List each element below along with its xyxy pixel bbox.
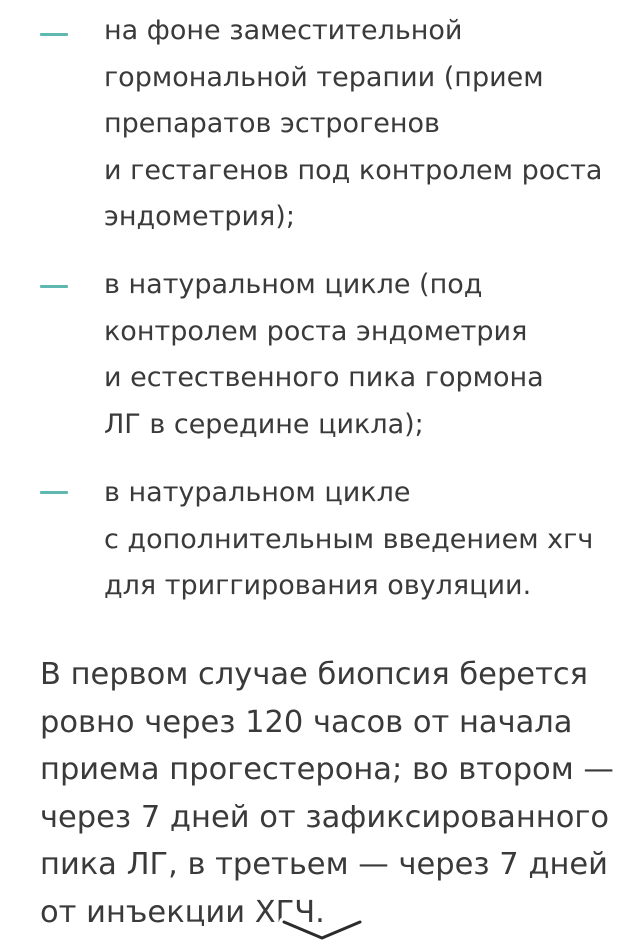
dash-bullet-icon (40, 33, 68, 36)
list-item-text: в натуральном цикле (под контролем роста эндометрия и естественного пика гормона ЛГ в середине цикла); (104, 269, 544, 440)
dash-bullet-icon (40, 285, 68, 288)
body-paragraph: В первом случае биопсия берется ровно через 120 часов от начала приема прогестерона; во втором — через 7 дней от зафиксированного пика ЛГ, в третьем — через 7 дней от инъекции ХГЧ. (40, 657, 614, 930)
dash-bullet-icon (40, 491, 68, 494)
list-item-text: в натуральном цикле с дополнительным введением хгч для триггирования овуляции. (104, 477, 594, 601)
chevron-down-icon[interactable] (276, 906, 368, 944)
list-item-text: на фоне заместительной гормональной терапии (прием препаратов эстрогенов и гестагенов под контролем роста эндометрия); (104, 15, 603, 232)
